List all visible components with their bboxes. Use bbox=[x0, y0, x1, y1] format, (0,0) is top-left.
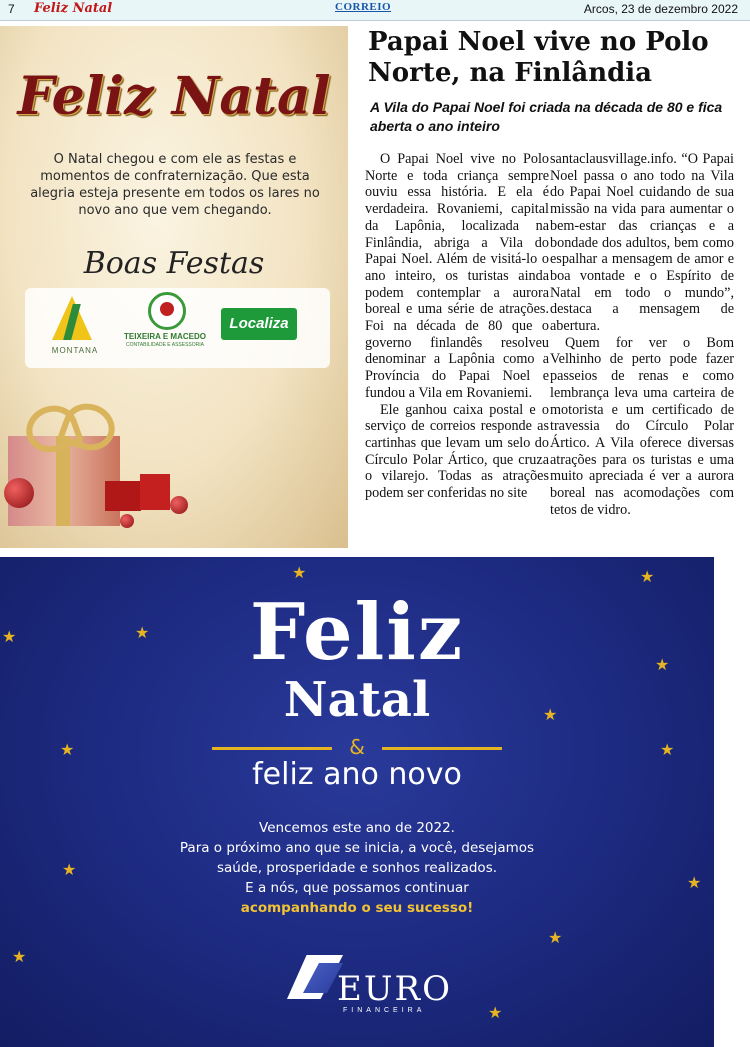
article-paragraph: O Papai Noel vive no Polo Norte e toda criança sempre ouviu essa história. E ela é verdadeira. Rovaniemi, capital da Lapônia, localizada na Finlândia, abriga a Vila do Papai Noel. Além de visitá-lo o ano inteiro, os turistas ainda podem contemplar a aurora boreal e uma série de atrações. Foi na década de 80 que o governo finlandês resolveu denominar a Lapônia como a Província do Papai Noel e fundou a Vila em Rovaniemi. bbox=[365, 151, 549, 401]
ad-message-line: saúde, prosperidade e sonhos realizados. bbox=[216, 860, 498, 876]
article-column-2 bbox=[550, 151, 734, 518]
ad-natal: Natal bbox=[283, 672, 431, 728]
star-icon: ★ bbox=[640, 567, 655, 586]
montana-logo: MONTANA bbox=[40, 294, 110, 360]
ad-boas-festas: Boas Festas bbox=[83, 246, 265, 281]
ad-title: Feliz Natal bbox=[17, 66, 331, 127]
sponsor-logos bbox=[25, 288, 330, 368]
ad-message: O Natal chegou e com ele as festas e momentos de confraternização. Que esta alegria esteja presente em todos os lares no novo ano que vem chegando. bbox=[30, 152, 320, 218]
star-icon: ★ bbox=[2, 627, 17, 646]
ad-message-highlight: acompanhando o seu sucesso! bbox=[240, 900, 474, 916]
star-icon: ★ bbox=[660, 740, 675, 759]
page-number: 7 bbox=[8, 2, 15, 16]
star-icon: ★ bbox=[655, 655, 670, 674]
small-gift-image bbox=[105, 481, 141, 511]
star-icon: ★ bbox=[488, 1003, 503, 1022]
star-icon: ★ bbox=[292, 563, 307, 582]
star-icon: ★ bbox=[12, 947, 27, 966]
ornament-ball bbox=[120, 514, 134, 528]
star-icon: ★ bbox=[687, 873, 702, 892]
article-subtitle: A Vila do Papai Noel foi criada na década de 80 e fica aberta o ano inteiro bbox=[370, 99, 723, 134]
star-icon: ★ bbox=[548, 928, 563, 947]
teixeira-macedo-logo: TEIXEIRA E MACEDO CONTABILIDADE E ASSESSORIA bbox=[120, 292, 210, 362]
ad-ampersand: & bbox=[349, 735, 365, 759]
euro-financeira-ad bbox=[0, 557, 714, 1047]
localiza-logo: Localiza bbox=[221, 308, 297, 340]
ad-message-line: Para o próximo ano que se inicia, a você, desejamos bbox=[179, 840, 535, 856]
article-paragraph: Quem for ver o Bom Velhinho de perto pode fazer passeios de renas e como lembrança leva uma carteira de motorista e um certificado de travessia do Círculo Polar Ártico. A Vila oferece diversas atrações para os turistas e uma muito apreciada é ver a aurora boreal nas acomodações com tetos de vidro. bbox=[550, 334, 734, 518]
ornament-ball bbox=[170, 496, 188, 514]
article-title: Papai Noel vive no Polo Norte, na Finlândia bbox=[368, 27, 709, 88]
ornament-ball bbox=[4, 478, 34, 508]
euro-financeira-logo[interactable]: EURO FINANCEIRA bbox=[285, 955, 445, 1017]
issue-date: Arcos, 23 de dezembro 2022 bbox=[583, 2, 738, 16]
star-icon: ★ bbox=[62, 860, 77, 879]
ad-feliz: Feliz bbox=[249, 587, 465, 678]
star-icon: ★ bbox=[135, 623, 150, 642]
newspaper-logo[interactable]: CORREIO bbox=[335, 1, 392, 13]
star-icon: ★ bbox=[60, 740, 75, 759]
article-paragraph: santaclausvillage.info. “O Papai Noel passa o ano todo na Vila do Papai Noel cuidando de sua missão na vida para aumentar o bem-estar das crianças e a bondade dos adultos, bem como espalhar a mensagem de amor e boa vontade e o Espírito de Natal em todo o mundo”, destaca a mensagem de abertura. bbox=[550, 151, 734, 335]
christmas-ad-left bbox=[0, 26, 348, 548]
article-column-1 bbox=[365, 151, 549, 502]
gold-divider bbox=[382, 747, 502, 750]
star-icon: ★ bbox=[543, 705, 558, 724]
ad-message-line: E a nós, que possamos continuar bbox=[245, 880, 469, 896]
ad-ano-novo: feliz ano novo bbox=[252, 757, 462, 792]
ad-message-line: Vencemos este ano de 2022. bbox=[259, 820, 455, 836]
page-header bbox=[0, 0, 750, 21]
article-paragraph: Ele ganhou caixa postal e o serviço de correios responde as cartinhas que levam um selo do Círculo Polar Ártico, que cruza o vilarejo. Todas as atrações podem ser conferidas no site bbox=[365, 401, 549, 502]
section-name: Feliz Natal bbox=[34, 1, 113, 16]
small-gift-image bbox=[140, 474, 170, 510]
